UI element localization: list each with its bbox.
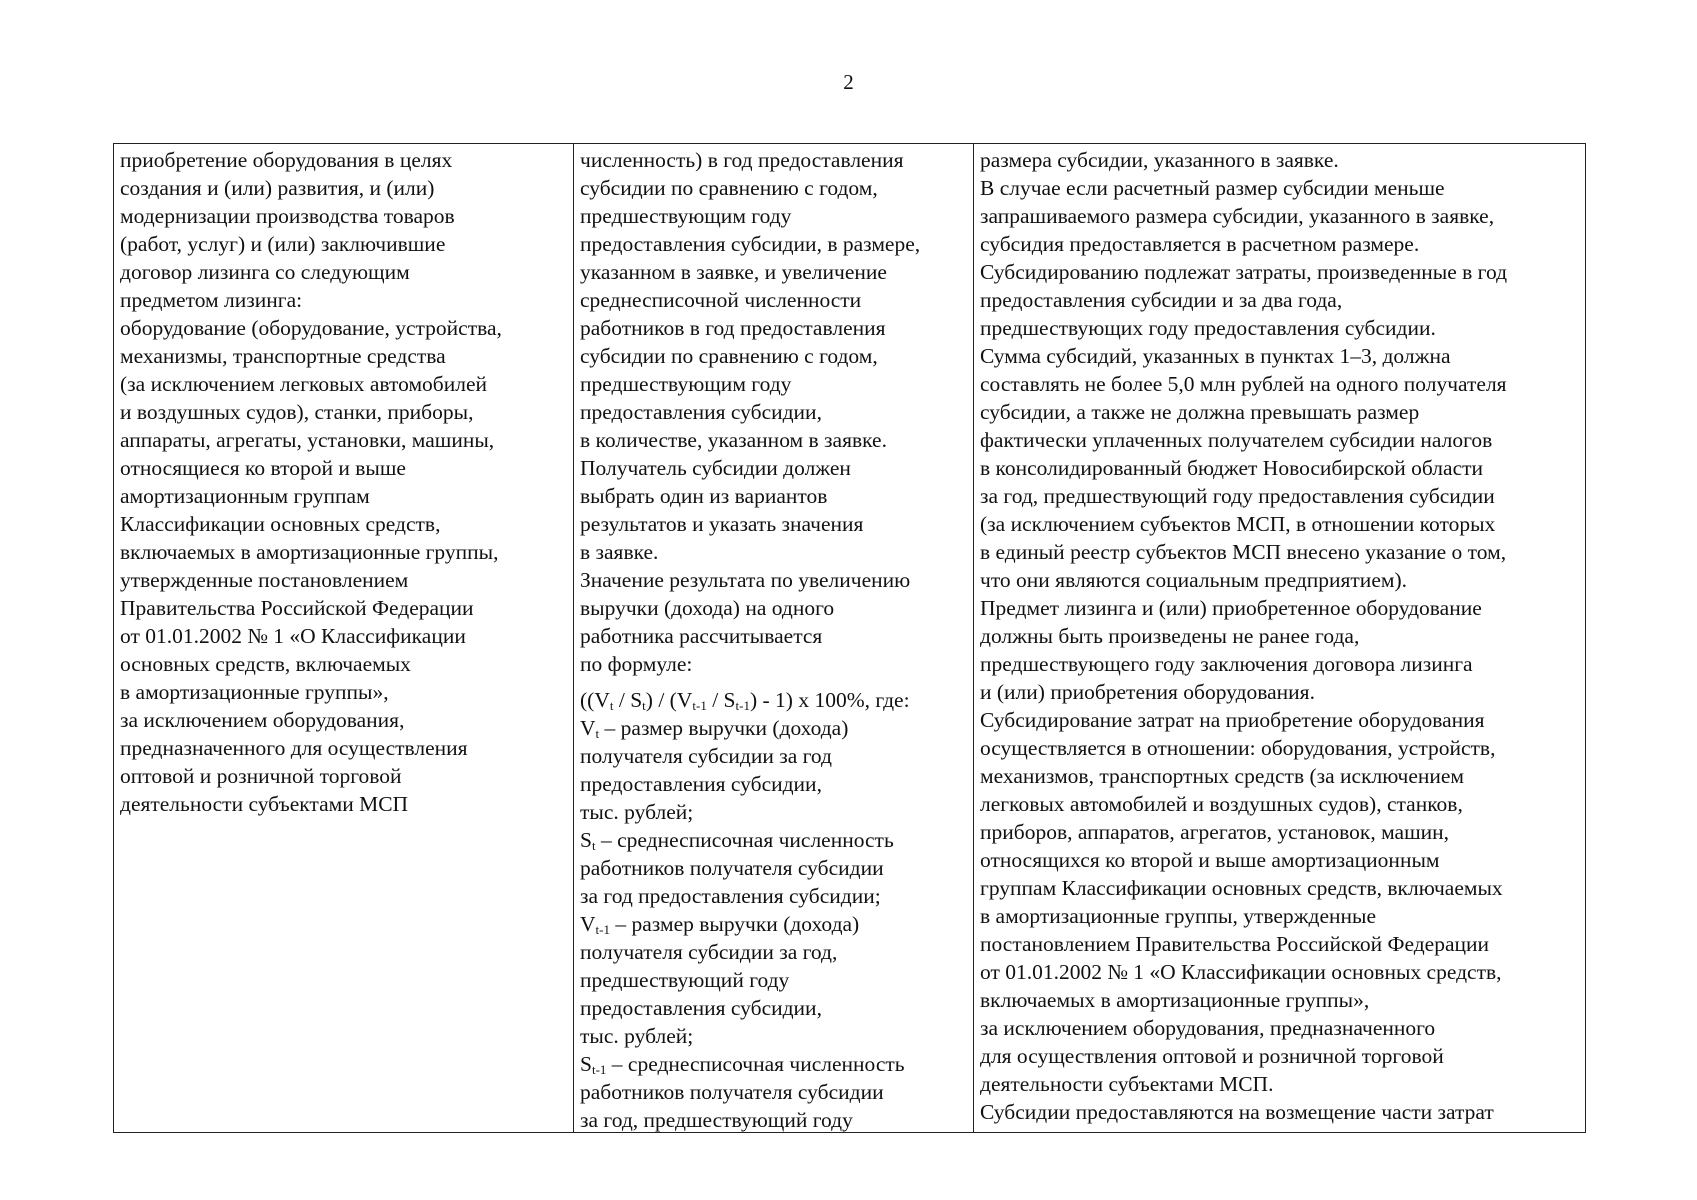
text-line: включаемых в амортизационные группы, — [120, 540, 499, 564]
text-line: Получатель субсидии должен — [580, 456, 851, 480]
text-line: предшествующего году заключения договора лизинга — [980, 652, 1473, 676]
text-line: механизмы, транспортные средства — [120, 344, 446, 368]
text-line: утвержденные постановлением — [120, 568, 409, 592]
definition-line: тыс. рублей; — [580, 800, 694, 824]
text-line: постановлением Правительства Российской Федерации — [980, 932, 1490, 956]
text-line: за исключением оборудования, предназначенного — [980, 1016, 1436, 1040]
text-line: относящихся ко второй и выше амортизационным — [980, 848, 1440, 872]
text-line: и воздушных судов), станки, приборы, — [120, 400, 474, 424]
text-line: за исключением оборудования, — [120, 708, 405, 732]
definition-st: $S_t$ – среднесписочная численность — [580, 828, 894, 853]
text-line: легковых автомобилей и воздушных судов), станков, — [980, 792, 1463, 816]
text-line: оборудование (оборудование, устройства, — [120, 316, 502, 340]
table-column-2 — [574, 144, 974, 1132]
text-line: размера субсидии, указанного в заявке. — [980, 148, 1339, 172]
text-line: механизмов, транспортных средств (за исключением — [980, 764, 1465, 788]
text-line: предшествующим году — [580, 372, 792, 396]
text-line: работника рассчитывается — [580, 624, 823, 648]
text-line: Значение результата по увеличению — [580, 568, 911, 592]
text-line: Сумма субсидий, указанных в пунктах 1–3, должна — [980, 344, 1451, 368]
text-line: составлять не более 5,0 млн рублей на одного получателя — [980, 372, 1507, 396]
text-line: субсидия предоставляется в расчетном размере. — [980, 232, 1420, 256]
definition-vt-1: $V_{t-1}$ – размер выручки (дохода) — [580, 912, 860, 937]
text-line: Субсидированию подлежат затраты, произведенные в год — [980, 260, 1508, 284]
text-line: указанном в заявке, и увеличение — [580, 260, 887, 284]
definition-line: работников получателя субсидии — [580, 1080, 884, 1104]
text-line: приобретение оборудования в целях — [120, 148, 453, 172]
text-line: относящиеся ко второй и выше — [120, 456, 406, 480]
definition-line: получателя субсидии за год — [580, 744, 832, 768]
text-line: деятельности субъектами МСП. — [980, 1072, 1274, 1096]
text-line: Субсидии предоставляются на возмещение части затрат — [980, 1100, 1494, 1124]
text-line: аппараты, агрегаты, установки, машины, — [120, 428, 495, 452]
definition-line: получателя субсидии за год, — [580, 940, 838, 964]
text-line: Субсидирование затрат на приобретение оборудования — [980, 708, 1485, 732]
text-line: деятельности субъектами МСП — [120, 792, 409, 816]
definition-line: работников получателя субсидии — [580, 856, 884, 880]
table-column-3 — [974, 144, 1587, 1132]
text-line: за год, предшествующий году предоставления субсидии — [980, 484, 1495, 508]
text-line: численность) в год предоставления — [580, 148, 904, 172]
text-line: от 01.01.2002 № 1 «О Классификации — [120, 624, 466, 648]
text-line: в амортизационные группы», — [120, 680, 389, 704]
text-line: фактически уплаченных получателем субсидии налогов — [980, 428, 1493, 452]
text-line: предназначенного для осуществления — [120, 736, 468, 760]
text-line: работников в год предоставления — [580, 316, 886, 340]
text-line: среднесписочной численности — [580, 288, 862, 312]
text-line: результатов и указать значения — [580, 512, 864, 536]
text-line: предшествующим году — [580, 204, 792, 228]
definition-line: за год предоставления субсидии; — [580, 884, 881, 908]
text-line: группам Классификации основных средств, включаемых — [980, 876, 1503, 900]
text-line: субсидии по сравнению с годом, — [580, 176, 878, 200]
text-line: предоставления субсидии, в размере, — [580, 232, 921, 256]
text-line: создания и (или) развития, и (или) — [120, 176, 435, 200]
text-line: предметом лизинга: — [120, 288, 303, 312]
definition-vt: $V_t$ – размер выручки (дохода) — [580, 716, 849, 741]
text-line: оптовой и розничной торговой — [120, 764, 402, 788]
text-line: субсидии, а также не должна превышать размер — [980, 400, 1420, 424]
formula-line: $((V_t / S_t) / (V_{t-1} / S_{t-1}) - 1)$ x 100%, где: — [580, 688, 910, 713]
text-line: модернизации производства товаров — [120, 204, 455, 228]
text-line: В случае если расчетный размер субсидии меньше — [980, 176, 1445, 200]
text-line: для осуществления оптовой и розничной торговой — [980, 1044, 1444, 1068]
table-column-1 — [114, 144, 574, 1132]
text-line: основных средств, включаемых — [120, 652, 411, 676]
text-line: в амортизационные группы, утвержденные — [980, 904, 1377, 928]
text-line: Предмет лизинга и (или) приобретенное оборудование — [980, 596, 1482, 620]
text-line: предшествующих году предоставления субсидии. — [980, 316, 1436, 340]
definition-line: предшествующий году — [580, 968, 790, 992]
text-line: Правительства Российской Федерации — [120, 596, 474, 620]
definition-line: тыс. рублей; — [580, 1024, 694, 1048]
definition-line: предоставления субсидии, — [580, 772, 822, 796]
text-line: включаемых в амортизационные группы», — [980, 988, 1370, 1012]
text-line: предоставления субсидии и за два года, — [980, 288, 1343, 312]
text-line: запрашиваемого размера субсидии, указанного в заявке, — [980, 204, 1495, 228]
text-line: в единый реестр субъектов МСП внесено указание о том, — [980, 540, 1507, 564]
definition-line: предоставления субсидии, — [580, 996, 822, 1020]
text-line: предоставления субсидии, — [580, 400, 822, 424]
text-line: в консолидированный бюджет Новосибирской области — [980, 456, 1484, 480]
text-line: приборов, аппаратов, агрегатов, установок, машин, — [980, 820, 1450, 844]
text-line: выбрать один из вариантов — [580, 484, 828, 508]
page-number: 2 — [843, 70, 854, 94]
text-line: и (или) приобретения оборудования. — [980, 680, 1315, 704]
text-line: (за исключением легковых автомобилей — [120, 372, 488, 396]
text-line: в количестве, указанном в заявке. — [580, 428, 887, 452]
text-line: в заявке. — [580, 540, 659, 564]
definition-st-1: $S_{t-1}$ – среднесписочная численность — [580, 1052, 905, 1077]
text-line: осуществляется в отношении: оборудования, устройств, — [980, 736, 1496, 760]
text-line: (за исключением субъектов МСП, в отношении которых — [980, 512, 1496, 536]
text-line: что они являются социальным предприятием). — [980, 568, 1407, 592]
text-line: амортизационным группам — [120, 484, 370, 508]
document-table — [113, 143, 1586, 1133]
text-line: по формуле: — [580, 652, 693, 676]
text-line: от 01.01.2002 № 1 «О Классификации основных средств, — [980, 960, 1502, 984]
text-line: (работ, услуг) и (или) заключившие — [120, 232, 446, 256]
text-line: договор лизинга со следующим — [120, 260, 410, 284]
text-line: Классификации основных средств, — [120, 512, 441, 536]
text-line: субсидии по сравнению с годом, — [580, 344, 878, 368]
text-line: должны быть произведены не ранее года, — [980, 624, 1360, 648]
definition-line: за год, предшествующий году — [580, 1108, 853, 1132]
text-line: выручки (дохода) на одного — [580, 596, 835, 620]
